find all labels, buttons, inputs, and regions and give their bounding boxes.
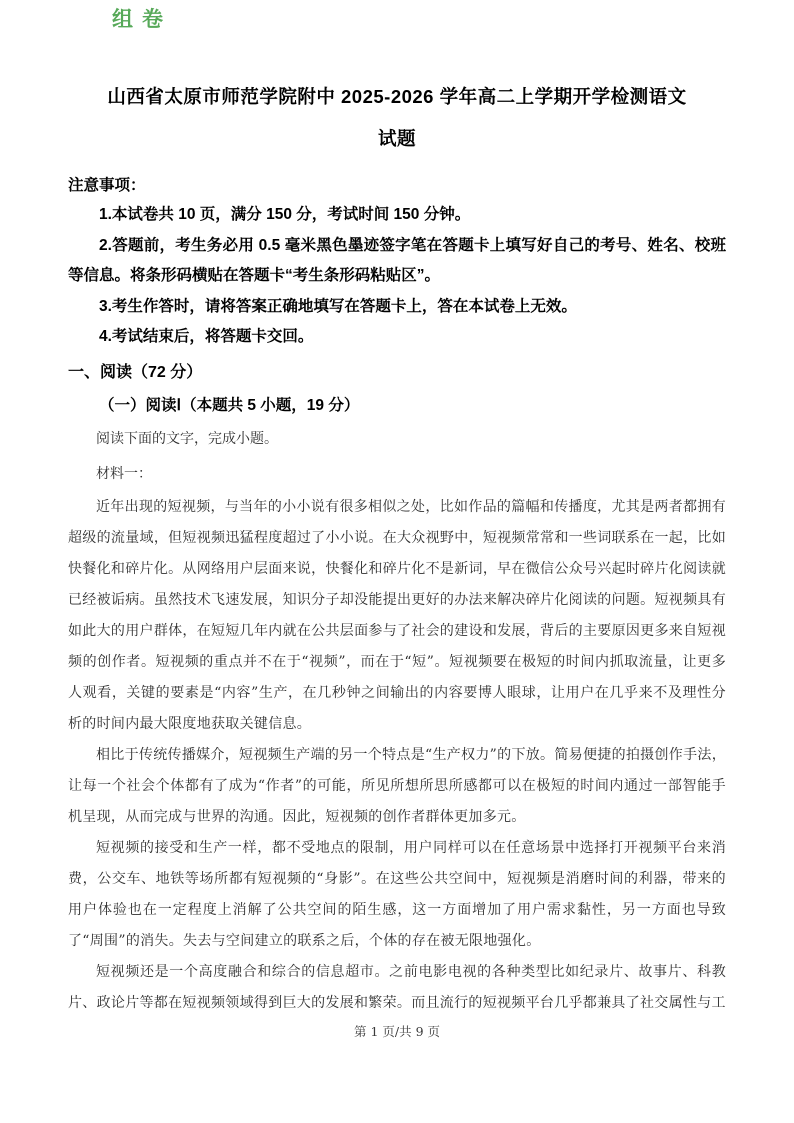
material-paragraph-3: 短视频的接受和生产一样，都不受地点的限制，用户同样可以在任意场景中选择打开视频平台来消费，公交车、地铁等场所都有短视频的“身影”。在这些公共空间中，短视频是消磨时间的利器，带来的用户体验也在一定程度上消解了公共空间的陌生感，这一方面增加了用户需求黏性，另一方面也导致了“周围”的消失。失去与空间建立的联系之后，个体的存在被无限地强化。 xyxy=(68,839,726,949)
notice-item-2: 2.答题前，考生务必用 0.5 毫米黑色墨迹签字笔在答题卡上填写好自己的考号、姓名、校班等信息。将条形码横贴在答题卡“考生条形码粘贴区”。 xyxy=(68,236,726,284)
material-one-label: 材料一： xyxy=(96,465,152,482)
document-title xyxy=(68,76,726,160)
notice-item-4: 4.考试结束后，将答题卡交回。 xyxy=(99,328,314,345)
document-title-line1: 山西省太原市师范学院附中 2025-2026 学年高二上学期开学检测语文 xyxy=(107,86,687,107)
logo-char-icon: 卷 xyxy=(142,8,172,31)
section-heading-reading: 一、阅读（72 分） xyxy=(68,363,203,381)
subsection-heading-reading-1: （一）阅读Ⅰ（本题共 5 小题，19 分） xyxy=(99,396,360,414)
reading-prompt: 阅读下面的文字，完成小题。 xyxy=(96,430,278,447)
document-title-line2: 试题 xyxy=(377,128,416,149)
notice-item-3: 3.考生作答时，请将答案正确地填写在答题卡上，答在本试卷上无效。 xyxy=(99,297,577,315)
material-paragraph-1: 近年出现的短视频，与当年的小小说有很多相似之处，比如作品的篇幅和传播度，尤其是两者都拥有超级的流量域，但短视频迅猛程度超过了小小说。在大众视野中，短视频常常和一些词联系在一起，比如快餐化和碎片化。从网络用户层面来说，快餐化和碎片化不是新词，早在微信公众号兴起时碎片化阅读就已经被诟病。虽然技术飞速发展，知识分子却没能提出更好的办法来解决碎片化阅读的问题。短视频具有如此大的用户群体，在短短几年内就在公共层面参与了社会的建设和发展，背后的主要原因更多来自短视频的创作者。短视频的重点并不在于“视频”，而在于“短”。短视频要在极短的时间内抓取流量，让更多人观看，关键的要素是“内容”生产，在几秒钟之间输出的内容要博人眼球，让用户在几乎来不及理性分析的时间内最大限度地获取关键信息。 xyxy=(68,498,726,732)
notice-item-1: 1.本试卷共 10 页，满分 150 分，考试时间 150 分钟。 xyxy=(99,206,471,223)
site-logo xyxy=(112,8,172,32)
page-number: 第 1 页/共 9 页 xyxy=(353,1024,440,1039)
logo-char-icon: 组 xyxy=(112,8,142,31)
notice-heading: 注意事项： xyxy=(68,177,146,194)
material-paragraph-4: 短视频还是一个高度融合和综合的信息超市。之前电影电视的各种类型比如纪录片、故事片、科教片、政论片等都在短视频领域得到巨大的发展和繁荣。而且流行的短视频平台几乎都兼具了社交属性与工 xyxy=(68,963,726,1011)
page-footer xyxy=(0,1022,794,1040)
material-paragraph-2: 相比于传统传播媒介，短视频生产端的另一个特点是“生产权力”的下放。简易便捷的拍摄创作手法，让每一个社会个体都有了成为“作者”的可能，所见所想所思所感都可以在极短的时间内通过一部智能手机呈现，从而完成与世界的沟通。因此，短视频的创作者群体更加多元。 xyxy=(68,746,726,825)
